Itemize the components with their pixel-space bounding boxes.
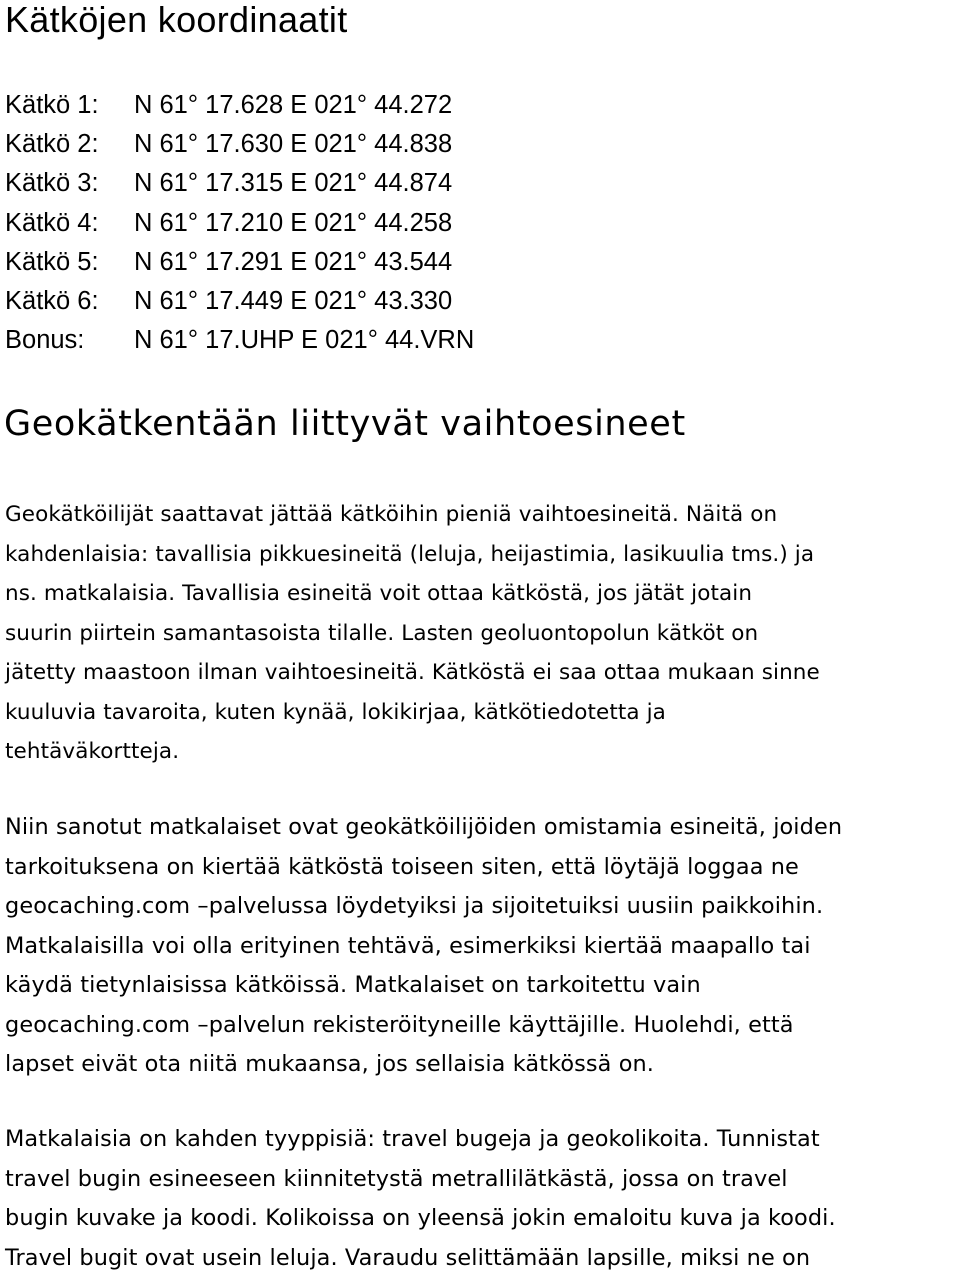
- paragraph-line: geocaching.com –palvelussa löydetyiksi ja sijoitetuiksi uusiin paikkoihin.: [5, 893, 824, 919]
- coordinate-label: Kätkö 5:: [5, 247, 99, 276]
- coordinate-row-5: [5, 243, 474, 282]
- coordinate-value: N 61° 17.291 E 021° 43.544: [134, 247, 453, 276]
- coordinate-row-6: [5, 282, 474, 321]
- coordinate-label: Kätkö 2:: [5, 130, 99, 159]
- coordinate-value: N 61° 17.630 E 021° 44.838: [134, 130, 453, 159]
- paragraph-line: geocaching.com –palvelun rekisteröityneille käyttäjille. Huolehdi, että: [5, 1011, 794, 1038]
- coordinate-label: Kätkö 3:: [5, 169, 99, 198]
- coordinate-value: N 61° 17.210 E 021° 44.258: [134, 208, 453, 237]
- coordinate-label: Kätkö 1:: [5, 91, 99, 119]
- coordinate-row-3: [5, 164, 474, 203]
- paragraph-traveller-types: [5, 1120, 960, 1271]
- coordinate-value: N 61° 17.UHP E 021° 44.VRN: [134, 326, 475, 355]
- paragraph-trade-items: [5, 495, 960, 772]
- paragraph-line: tarkoituksena on kiertää kätköstä toiseen siten, että löytäjä loggaa ne: [5, 853, 799, 880]
- coordinate-label: Kätkö 4:: [5, 208, 99, 237]
- page-title: Kätköjen koordinaatit: [5, 0, 348, 40]
- paragraph-line: Geokätköilijät saattavat jättää kätköihin pieniä vaihtoesineitä. Näitä on: [5, 502, 778, 527]
- paragraph-line: suurin piirtein samantasoista tilalle. Lasten geoluontopolun kätköt on: [5, 620, 759, 646]
- paragraph-travellers: [5, 808, 960, 1085]
- coordinate-value: N 61° 17.628 E 021° 44.272: [134, 91, 453, 119]
- coordinates-list: [5, 86, 474, 360]
- coordinate-label: Bonus:: [5, 326, 85, 355]
- coordinate-value: N 61° 17.449 E 021° 43.330: [134, 287, 453, 316]
- section-title: Geokätkentään liittyvät vaihtoesineet: [4, 404, 686, 444]
- paragraph-line: kuuluvia tavaroita, kuten kynää, lokikirjaa, kätkötiedotetta ja: [5, 699, 666, 725]
- coordinate-row-4: [5, 204, 474, 243]
- paragraph-line: tehtäväkortteja.: [5, 739, 180, 764]
- coordinate-row-2: [5, 125, 474, 164]
- coordinate-row-bonus: [5, 321, 474, 360]
- coordinate-value: N 61° 17.315 E 021° 44.874: [134, 169, 453, 198]
- coordinate-label: Kätkö 6:: [5, 287, 99, 316]
- paragraph-line: lapset eivät ota niitä mukaansa, jos sellaisia kätkössä on.: [5, 1051, 655, 1077]
- paragraph-line: travel bugin esineeseen kiinnitetystä metrallilätkästä, jossa on travel: [5, 1165, 788, 1192]
- paragraph-line: jätetty maastoon ilman vaihtoesineitä. Kätköstä ei saa ottaa mukaan sinne: [5, 660, 820, 685]
- paragraph-line: Travel bugit ovat usein leluja. Varaudu selittämään lapsille, miksi ne on: [5, 1244, 811, 1271]
- paragraph-line: bugin kuvake ja koodi. Kolikoissa on yleensä jokin emaloitu kuva ja koodi.: [5, 1205, 836, 1231]
- paragraph-line: kahdenlaisia: tavallisia pikkuesineitä (leluja, heijastimia, lasikuulia tms.) ja: [5, 541, 815, 567]
- paragraph-line: Niin sanotut matkalaiset ovat geokätköilijöiden omistamia esineitä, joiden: [5, 814, 843, 840]
- paragraph-line: käydä tietynlaisissa kätköissä. Matkalaiset on tarkoitettu vain: [5, 972, 701, 998]
- paragraph-line: Matkalaisilla voi olla erityinen tehtävä, esimerkiksi kiertää maapallo tai: [5, 932, 811, 959]
- coordinate-row-1: [5, 86, 474, 125]
- paragraph-line: Matkalaisia on kahden tyyppisiä: travel bugeja ja geokolikoita. Tunnistat: [5, 1126, 820, 1152]
- paragraph-line: ns. matkalaisia. Tavallisia esineitä voit ottaa kätköstä, jos jätät jotain: [5, 581, 753, 606]
